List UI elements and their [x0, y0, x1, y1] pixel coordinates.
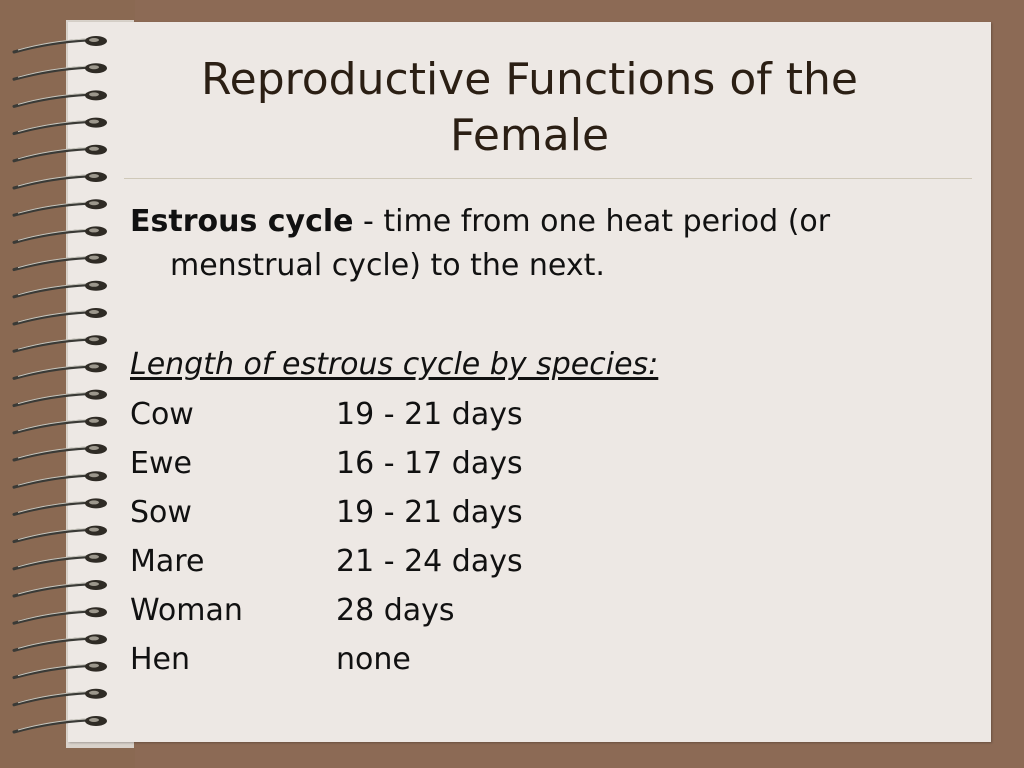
spiral-ring: [14, 526, 107, 542]
definition-text: time from one heat period (or menstrual cycle) to the next.: [170, 204, 831, 283]
species-name: Woman: [130, 593, 243, 628]
cycle-length: 19 - 21 days: [336, 397, 523, 432]
species-name: Mare: [130, 544, 205, 579]
spiral-ring: [14, 607, 107, 623]
species-name: Sow: [130, 495, 192, 530]
species-name: Cow: [130, 397, 194, 432]
species-row: [130, 586, 960, 635]
title-divider: [124, 178, 972, 179]
species-row: [130, 635, 960, 684]
species-row: [130, 488, 960, 537]
spiral-ring: [14, 444, 107, 460]
definition-paragraph: [130, 200, 960, 288]
slide-body: [130, 200, 960, 684]
spiral-ring: [14, 281, 107, 297]
spiral-ring: [14, 36, 107, 52]
spiral-ring: [14, 199, 107, 215]
spiral-ring: [14, 662, 107, 678]
cycle-length: 16 - 17 days: [336, 446, 523, 481]
spiral-ring: [14, 471, 107, 487]
spiral-ring: [14, 417, 107, 433]
species-name: Hen: [130, 642, 191, 677]
species-subheading: Length of estrous cycle by species:: [130, 347, 659, 382]
cycle-length: 21 - 24 days: [336, 544, 523, 579]
species-row: [130, 390, 960, 439]
spiral-ring: [14, 553, 107, 569]
spiral-ring: [14, 254, 107, 270]
species-name: Ewe: [130, 446, 192, 481]
cycle-length: 28 days: [336, 593, 455, 628]
title-line-2: Female: [449, 110, 610, 161]
spiral-ring: [14, 226, 107, 242]
spiral-ring: [14, 580, 107, 596]
definition-separator: -: [353, 204, 384, 239]
cycle-length: none: [336, 642, 411, 677]
spiral-ring: [14, 335, 107, 351]
spiral-ring: [14, 308, 107, 324]
spiral-ring: [14, 716, 107, 732]
species-list: [130, 390, 960, 684]
slide-title: [68, 52, 991, 164]
spiral-ring: [14, 689, 107, 705]
cycle-length: 19 - 21 days: [336, 495, 523, 530]
spiral-ring: [14, 634, 107, 650]
title-line-1: Reproductive Functions of the: [201, 54, 858, 105]
spiral-ring: [14, 390, 107, 406]
definition-term: Estrous cycle: [130, 204, 354, 239]
species-row: [130, 537, 960, 586]
spiral-ring: [14, 498, 107, 514]
species-row: [130, 439, 960, 488]
spiral-ring: [14, 172, 107, 188]
spiral-ring: [14, 362, 107, 378]
